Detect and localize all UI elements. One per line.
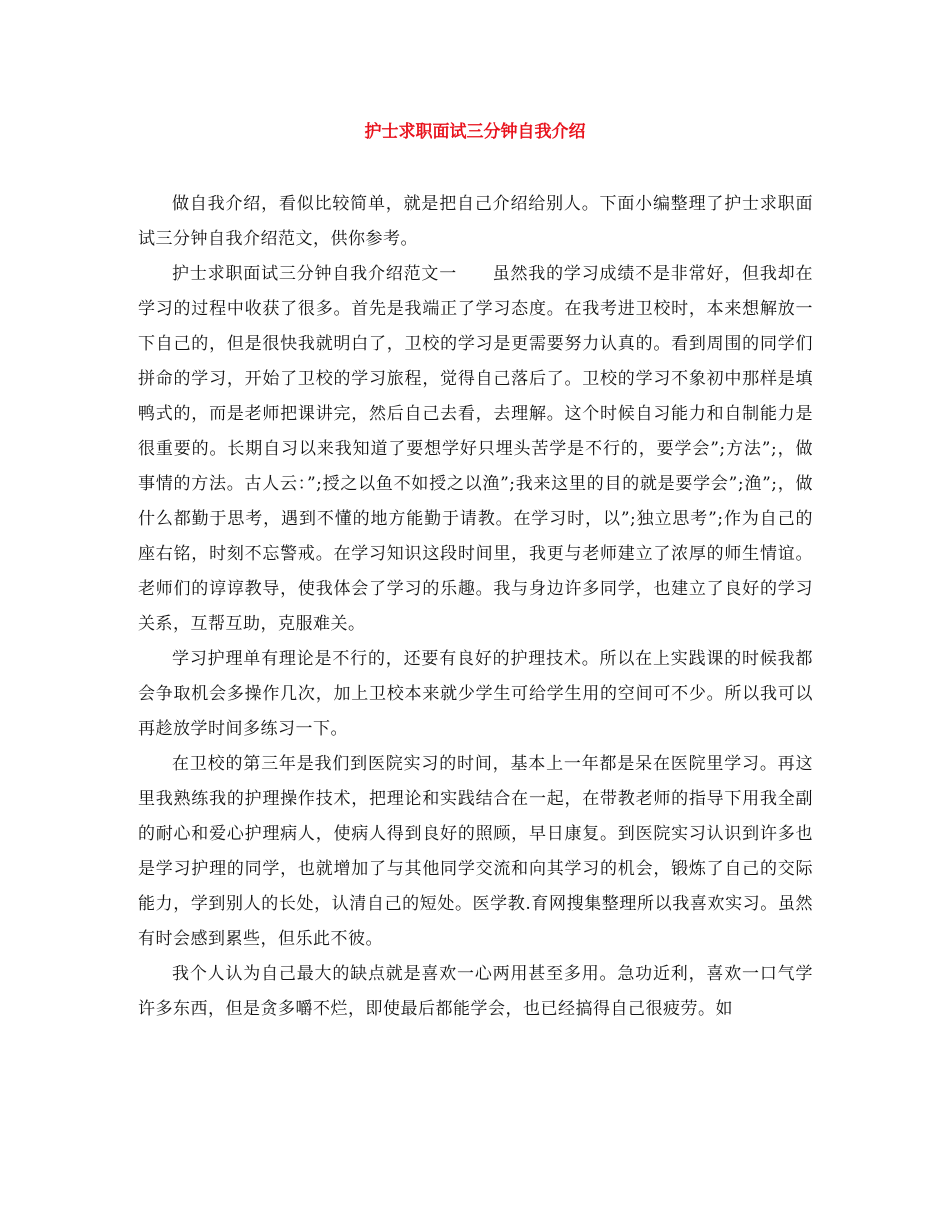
paragraph-sample-one: 护士求职面试三分钟自我介绍范文一 虽然我的学习成绩不是非常好，但我却在学习的过程中收获了很多。首先是我端正了学习态度。在我考进卫校时，本来想解放一下自己的，但是很快我就明白了，卫校的学习是更需要努力认真的。看到周围的同学们拼命的学习，开始了卫校的学习旅程，觉得自己落后了。卫校的学习不象初中那样是填鸭式的，而是老师把课讲完，然后自己去看，去理解。这个时候自习能力和自制能力是很重要的。长期自习以来我知道了要想学好只埋头苦学是不行的，要学会”;方法”;，做事情的方法。古人云：”;授之以鱼不如授之以渔”;我来这里的目的就是要学会”;渔”;，做什么都勤于思考，遇到不懂的地方能勤于请教。在学习时，以”;独立思考”;作为自己的座右铭，时刻不忘警戒。在学习知识这段时间里，我更与老师建立了浓厚的师生情谊。老师们的谆谆教导，使我体会了学习的乐趣。我与身边许多同学，也建立了良好的学习关系，互帮互助，克服难关。 (138, 264, 813, 634)
document-title: 护士求职面试三分钟自我介绍 (364, 122, 586, 142)
paragraph-shortcomings: 我个人认为自己最大的缺点就是喜欢一心两用甚至多用。急功近利，喜欢一口气学许多东西，但是贪多嚼不烂，即使最后都能学会，也已经搞得自己很疲劳。如 (138, 964, 813, 1019)
document-body (138, 187, 813, 1027)
paragraph-internship: 在卫校的第三年是我们到医院实习的时间，基本上一年都是呆在医院里学习。再这里我熟练我的护理操作技术，把理论和实践结合在一起，在带教老师的指导下用我全副的耐心和爱心护理病人，使病人得到良好的照顾，早日康复。到医院实习认识到许多也是学习护理的同学，也就增加了与其他同学交流和向其学习的机会，锻炼了自己的交际能力，学到别人的长处，认清自己的短处。医学教.育网搜集整理所以我喜欢实习。虽然有时会感到累些，但乐此不彼。 (138, 754, 813, 949)
paragraph-intro: 做自我介绍，看似比较简单，就是把自己介绍给别人。下面小编整理了护士求职面试三分钟自我介绍范文，供你参考。 (138, 194, 813, 249)
paragraph-nursing-skills: 学习护理单有理论是不行的，还要有良好的护理技术。所以在上实践课的时候我都会争取机会多操作几次，加上卫校本来就少学生可给学生用的空间可不少。所以我可以再趁放学时间多练习一下。 (138, 649, 813, 739)
